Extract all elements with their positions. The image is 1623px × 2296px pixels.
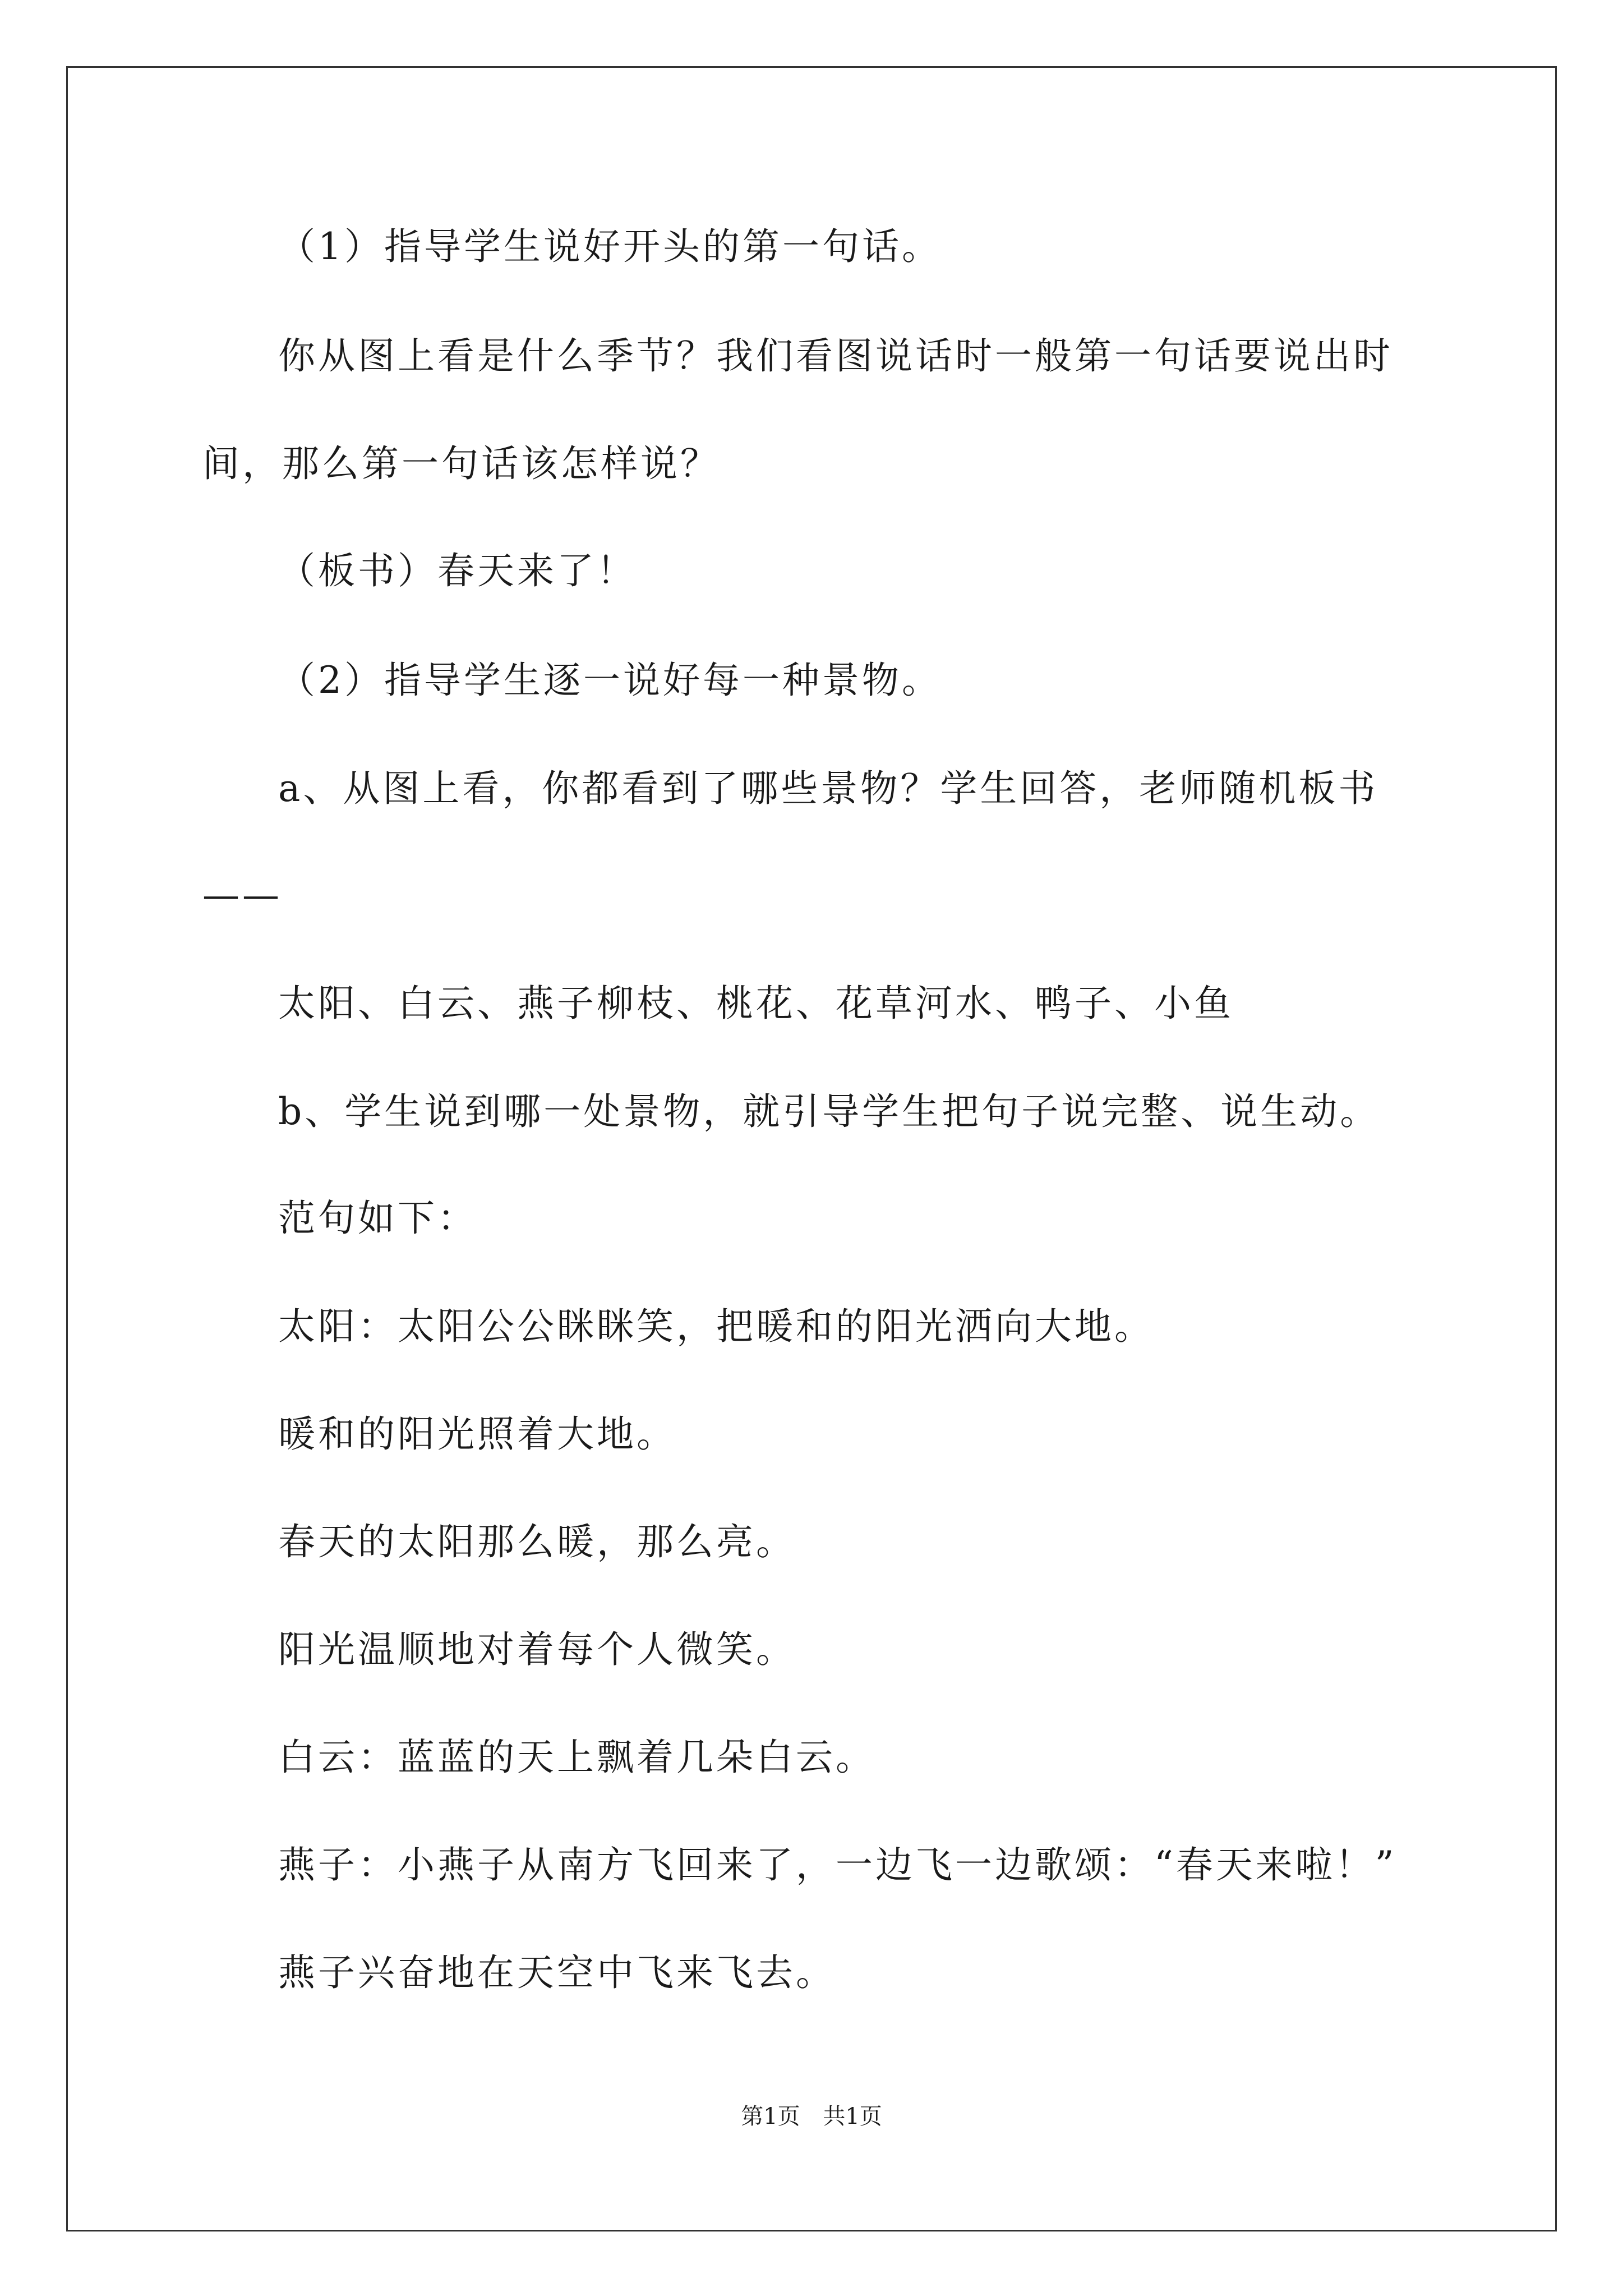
paragraph: 太阳、白云、燕子柳枝、桃花、花草河水、鸭子、小鱼 — [278, 982, 1234, 1025]
page-number-current: 第1页 — [741, 2104, 800, 2129]
page-number-total: 共1页 — [823, 2104, 882, 2129]
paragraph: b、学生说到哪一处景物，就引导学生把句子说完整、说生动。 — [278, 1090, 1380, 1133]
paragraph: 燕子：小燕子从南方飞回来了，一边飞一边歌颂：“春天来啦！” — [278, 1843, 1397, 1887]
page-frame — [66, 66, 1557, 2231]
paragraph: 燕子兴奋地在天空中飞来飞去。 — [278, 1951, 836, 1994]
paragraph: 春天的太阳那么暖，那么亮。 — [278, 1520, 796, 1563]
paragraph: 间，那么第一句话该怎样说？ — [202, 442, 720, 485]
paragraph: —— — [202, 873, 282, 917]
paragraph: 白云：蓝蓝的天上飘着几朵白云。 — [278, 1736, 875, 1779]
paragraph: 范句如下： — [278, 1197, 477, 1240]
paragraph: 太阳：太阳公公眯眯笑，把暖和的阳光洒向大地。 — [278, 1305, 1154, 1348]
paragraph: a、从图上看，你都看到了哪些景物？学生回答，老师随机板书 — [278, 767, 1378, 810]
document-body — [68, 68, 1555, 2230]
paragraph: （2）指导学生逐一说好每一种景物。 — [278, 659, 942, 702]
paragraph: （1）指导学生说好开头的第一句话。 — [278, 225, 942, 268]
page-footer — [68, 2105, 1555, 2128]
paragraph: （板书）春天来了！ — [278, 549, 637, 592]
paragraph: 暖和的阳光照着大地。 — [278, 1412, 676, 1456]
paragraph: 你从图上看是什么季节？我们看图说话时一般第一句话要说出时 — [278, 334, 1393, 378]
paragraph: 阳光温顺地对着每个人微笑。 — [278, 1628, 796, 1671]
